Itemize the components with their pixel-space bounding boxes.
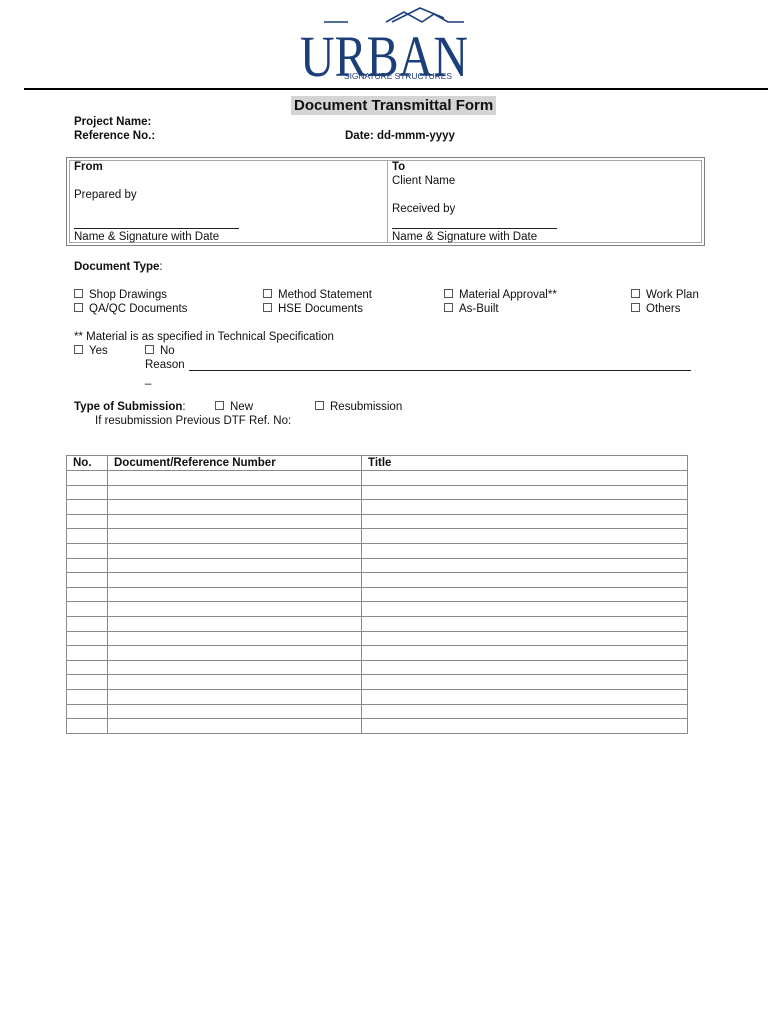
urban-logo bbox=[296, 4, 472, 86]
option-others[interactable]: Others bbox=[631, 302, 681, 316]
cell-title[interactable] bbox=[362, 529, 688, 544]
cell-document-reference[interactable] bbox=[108, 558, 362, 573]
table-row bbox=[67, 646, 688, 661]
received-by-label: Received by bbox=[392, 203, 456, 215]
cell-no[interactable] bbox=[67, 500, 108, 515]
table-row bbox=[67, 529, 688, 544]
document-type-heading: Document Type: bbox=[74, 261, 163, 273]
cell-document-reference[interactable] bbox=[108, 573, 362, 588]
cell-title[interactable] bbox=[362, 485, 688, 500]
cell-document-reference[interactable] bbox=[108, 689, 362, 704]
from-label: From bbox=[74, 161, 103, 173]
cell-title[interactable] bbox=[362, 471, 688, 486]
project-name-label: Project Name: bbox=[74, 116, 152, 128]
cell-no[interactable] bbox=[67, 704, 108, 719]
option-no[interactable]: No bbox=[145, 344, 175, 358]
cell-document-reference[interactable] bbox=[108, 616, 362, 631]
option-work-plan[interactable]: Work Plan bbox=[631, 288, 699, 302]
checkbox-icon[interactable] bbox=[74, 289, 83, 298]
table-row bbox=[67, 514, 688, 529]
house-roof-icon bbox=[324, 8, 464, 22]
cell-no[interactable] bbox=[67, 616, 108, 631]
cell-document-reference[interactable] bbox=[108, 485, 362, 500]
cell-no[interactable] bbox=[67, 573, 108, 588]
checkbox-icon[interactable] bbox=[631, 303, 640, 312]
column-header-document-reference: Document/Reference Number bbox=[108, 456, 362, 471]
cell-title[interactable] bbox=[362, 646, 688, 661]
table-row bbox=[67, 719, 688, 734]
cell-document-reference[interactable] bbox=[108, 646, 362, 661]
option-as-built[interactable]: As-Built bbox=[444, 302, 499, 316]
client-name-label: Client Name bbox=[392, 175, 456, 187]
option-qaqc-documents[interactable]: QA/QC Documents bbox=[74, 302, 187, 316]
form-title: Document Transmittal Form bbox=[291, 96, 496, 115]
table-header-row bbox=[67, 456, 688, 471]
reason-line-tail: _ bbox=[145, 373, 152, 385]
checkbox-icon[interactable] bbox=[315, 401, 324, 410]
cell-title[interactable] bbox=[362, 558, 688, 573]
cell-document-reference[interactable] bbox=[108, 602, 362, 617]
cell-title[interactable] bbox=[362, 587, 688, 602]
option-resubmission[interactable]: Resubmission bbox=[315, 400, 402, 414]
material-note: ** Material is as specified in Technical Specification bbox=[74, 331, 334, 343]
checkbox-icon[interactable] bbox=[263, 289, 272, 298]
option-shop-drawings[interactable]: Shop Drawings bbox=[74, 288, 167, 302]
reference-no-label: Reference No.: bbox=[74, 130, 156, 142]
header-rule bbox=[24, 88, 768, 90]
date-label: Date: dd-mmm-yyyy bbox=[345, 130, 455, 142]
cell-document-reference[interactable] bbox=[108, 587, 362, 602]
cell-document-reference[interactable] bbox=[108, 631, 362, 646]
reason-label: Reason bbox=[145, 359, 185, 371]
table-row bbox=[67, 631, 688, 646]
to-signature-caption: Name & Signature with Date bbox=[392, 231, 538, 243]
cell-document-reference[interactable] bbox=[108, 660, 362, 675]
cell-no[interactable] bbox=[67, 675, 108, 690]
cell-title[interactable] bbox=[362, 660, 688, 675]
from-to-divider bbox=[387, 161, 388, 242]
cell-title[interactable] bbox=[362, 675, 688, 690]
cell-title[interactable] bbox=[362, 543, 688, 558]
checkbox-icon[interactable] bbox=[145, 345, 154, 354]
cell-no[interactable] bbox=[67, 558, 108, 573]
cell-title[interactable] bbox=[362, 689, 688, 704]
cell-document-reference[interactable] bbox=[108, 471, 362, 486]
prepared-by-label: Prepared by bbox=[74, 189, 137, 201]
logo-tagline: SIGNATURE STRUCTURES bbox=[344, 71, 453, 81]
cell-no[interactable] bbox=[67, 719, 108, 734]
column-header-title: Title bbox=[362, 456, 688, 471]
checkbox-icon[interactable] bbox=[444, 303, 453, 312]
table-row bbox=[67, 704, 688, 719]
option-hse-documents[interactable]: HSE Documents bbox=[263, 302, 363, 316]
column-header-no: No. bbox=[67, 456, 108, 471]
cell-no[interactable] bbox=[67, 631, 108, 646]
option-new[interactable]: New bbox=[215, 400, 253, 414]
cell-no[interactable] bbox=[67, 646, 108, 661]
cell-document-reference[interactable] bbox=[108, 500, 362, 515]
table-row bbox=[67, 573, 688, 588]
previous-dtf-ref-label: If resubmission Previous DTF Ref. No: bbox=[95, 415, 292, 427]
to-signature-line[interactable] bbox=[392, 228, 557, 229]
table-row bbox=[67, 602, 688, 617]
reason-line[interactable] bbox=[189, 370, 691, 371]
table-row bbox=[67, 675, 688, 690]
cell-title[interactable] bbox=[362, 704, 688, 719]
option-yes[interactable]: Yes bbox=[74, 344, 108, 358]
from-signature-caption: Name & Signature with Date bbox=[74, 231, 220, 243]
table-row bbox=[67, 500, 688, 515]
option-method-statement[interactable]: Method Statement bbox=[263, 288, 372, 302]
cell-title[interactable] bbox=[362, 602, 688, 617]
from-signature-line[interactable] bbox=[74, 228, 239, 229]
cell-title[interactable] bbox=[362, 719, 688, 734]
cell-no[interactable] bbox=[67, 587, 108, 602]
cell-no[interactable] bbox=[67, 689, 108, 704]
cell-no[interactable] bbox=[67, 660, 108, 675]
cell-title[interactable] bbox=[362, 500, 688, 515]
table-row bbox=[67, 689, 688, 704]
document-table bbox=[66, 455, 688, 734]
cell-no[interactable] bbox=[67, 471, 108, 486]
checkbox-icon[interactable] bbox=[74, 345, 83, 354]
cell-no[interactable] bbox=[67, 529, 108, 544]
cell-document-reference[interactable] bbox=[108, 704, 362, 719]
table-row bbox=[67, 616, 688, 631]
checkbox-icon[interactable] bbox=[263, 303, 272, 312]
cell-no[interactable] bbox=[67, 485, 108, 500]
option-material-approval[interactable]: Material Approval** bbox=[444, 288, 557, 302]
cell-document-reference[interactable] bbox=[108, 514, 362, 529]
cell-document-reference[interactable] bbox=[108, 543, 362, 558]
logo-wordmark: URBAN bbox=[300, 24, 468, 86]
cell-document-reference[interactable] bbox=[108, 675, 362, 690]
table-row bbox=[67, 485, 688, 500]
checkbox-icon[interactable] bbox=[631, 289, 640, 298]
table-row bbox=[67, 543, 688, 558]
cell-title[interactable] bbox=[362, 631, 688, 646]
cell-document-reference[interactable] bbox=[108, 719, 362, 734]
cell-title[interactable] bbox=[362, 514, 688, 529]
checkbox-icon[interactable] bbox=[215, 401, 224, 410]
cell-no[interactable] bbox=[67, 543, 108, 558]
checkbox-icon[interactable] bbox=[74, 303, 83, 312]
table-row bbox=[67, 558, 688, 573]
table-row bbox=[67, 660, 688, 675]
checkbox-icon[interactable] bbox=[444, 289, 453, 298]
submission-type-label: Type of Submission: bbox=[74, 401, 186, 413]
cell-no[interactable] bbox=[67, 602, 108, 617]
cell-no[interactable] bbox=[67, 514, 108, 529]
cell-title[interactable] bbox=[362, 616, 688, 631]
to-label: To bbox=[392, 161, 406, 173]
table-row bbox=[67, 471, 688, 486]
table-row bbox=[67, 587, 688, 602]
cell-document-reference[interactable] bbox=[108, 529, 362, 544]
cell-title[interactable] bbox=[362, 573, 688, 588]
